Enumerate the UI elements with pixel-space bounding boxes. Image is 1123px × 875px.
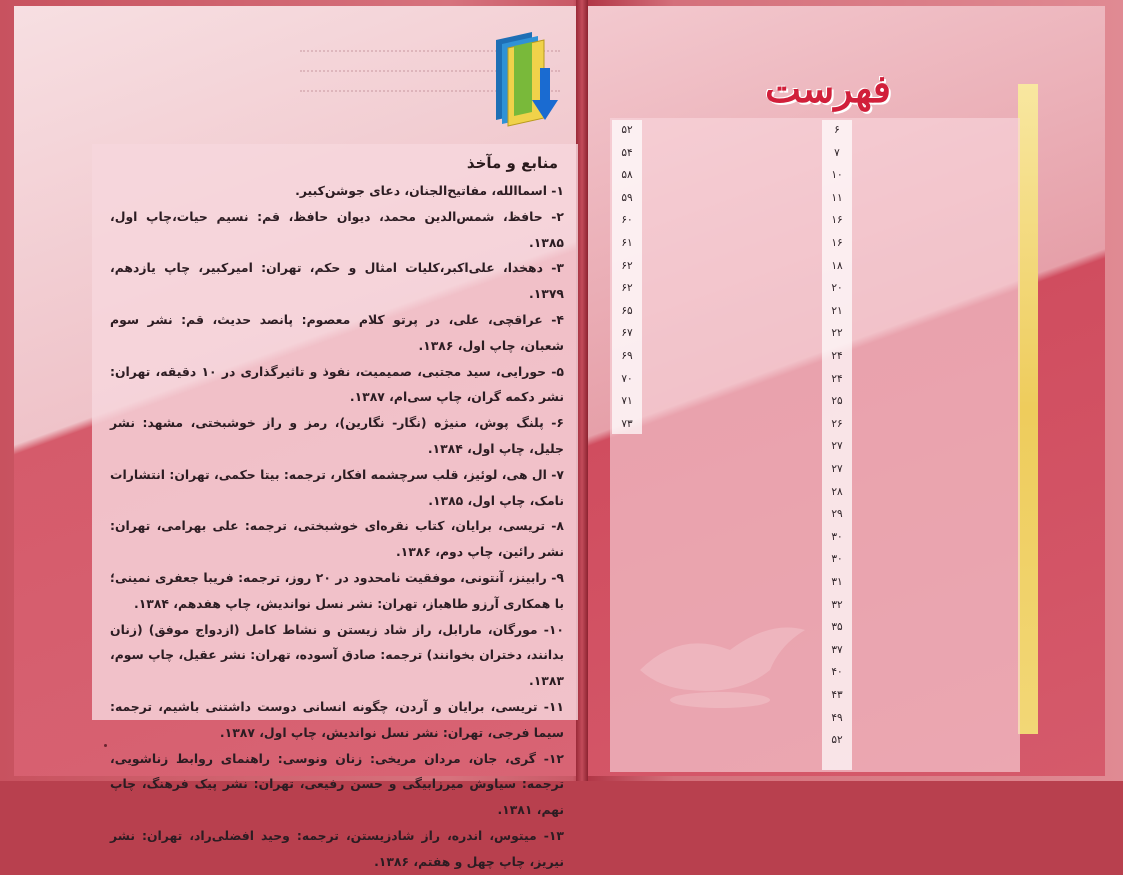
toc-entry-page: ۲۷ xyxy=(831,463,843,475)
toc-entry-page: ۷ xyxy=(834,146,840,159)
toc-entry-page: ۶۹ xyxy=(621,350,633,362)
source-entry: ۶- پلنگ پوش، منیژه (نگار- نگارین)، رمز و راز خوشبختی، مشهد: نشر جلیل، چاپ اول، ۱۳۸۴. xyxy=(110,415,564,456)
page-number-column-secondary xyxy=(612,120,642,434)
source-entry: ۵- حورایی، سید مجتبی، صمیمیت، نفوذ و تاثیرگذاری در ۱۰ دقیقه، تهران: نشر دکمه گران، چاپ سی‌ام، ۱۳۸۷. xyxy=(110,363,564,405)
toc-entry-page: ۴۳ xyxy=(831,689,843,701)
toc-entry-page: ۳۲ xyxy=(831,598,843,611)
toc-entry-page: ۲۹ xyxy=(831,508,843,521)
toc-entry-page: ۶۱ xyxy=(621,237,633,249)
toc-entry-page: ۲۸ xyxy=(831,485,843,498)
toc-entry-page: ۳۵ xyxy=(831,621,843,634)
toc-entry-page: ۲۲ xyxy=(831,327,843,340)
toc-entry-page: ۱۶ xyxy=(831,214,843,227)
source-entry: ۷- ال هی، لوئیز، قلب سرچشمه افکار، ترجمه: بیتا حکمی، تهران: انتشارات نامک، چاپ اول، ۱۳۸۵. xyxy=(110,466,564,508)
source-entry: ۱- اسماالله، مفاتیح‌الجنان، دعای جوشن‌کبیر. xyxy=(295,183,564,198)
sources-list xyxy=(110,178,564,875)
toc-entry-page: ۱۶ xyxy=(831,237,843,249)
toc-entry-page: ۲۱ xyxy=(831,304,843,317)
toc-entry-page: ۵۸ xyxy=(621,169,633,182)
sources-title: منابع و مآخذ xyxy=(466,154,558,172)
toc-entry-page: ۱۰ xyxy=(831,169,843,182)
page-mark xyxy=(104,744,107,747)
toc-entry-page: ۲۴ xyxy=(831,350,843,362)
toc-entry-page: ۷۳ xyxy=(621,417,633,430)
toc-entry-page: ۳۱ xyxy=(831,576,843,588)
toc-entry-page: ۶۲ xyxy=(621,282,633,295)
source-entry: ۳- دهخدا، علی‌اکبر،کلیات امثال و حکم، تهران: امیرکبیر، چاپ یازدهم، ۱۳۷۹. xyxy=(110,260,564,302)
toc-panel xyxy=(610,118,1020,772)
toc-entry-page: ۷۰ xyxy=(621,372,633,385)
source-entry: ۹- رابینز، آنتونی، موفقیت نامحدود در ۲۰ روز، ترجمه: فریبا جعفری نمینی؛ با همکاری آرزو طاهباز، تهران: نشر نسل نواندیش، چاپ هفدهم، ۱۳۸۴. xyxy=(110,569,564,611)
toc-entry-page: ۲۰ xyxy=(831,282,843,295)
source-entry: ۱۱- تریسی، برایان و آردن، چگونه انسانی دوست داشتنی باشیم، ترجمه: سیما فرجی، تهران: نشر نسل نواندیش، چاپ اول، ۱۳۸۷. xyxy=(110,698,564,740)
toc-entry-page: ۳۷ xyxy=(831,643,843,656)
toc-entry-page: ۷۱ xyxy=(621,395,633,408)
toc-entry-page: ۶۵ xyxy=(621,304,633,317)
source-entry: ۴- عراقچی، علی، در پرتو کلام معصوم: پانصد حدیث، قم: نشر سوم شعبان، چاپ اول، ۱۳۸۶. xyxy=(110,311,564,353)
toc-entry-page: ۲۶ xyxy=(831,417,843,430)
toc-entry-page: ۱۸ xyxy=(831,259,843,272)
source-entry: ۱۳- میتوس، اندره، راز شادزیستن، ترجمه: وحید افضلی‌راد، تهران: نشر نیریز، چاپ چهل و هفتم، ۱۳۸۶. xyxy=(110,827,564,869)
toc-entry-page: ۳۰ xyxy=(831,530,843,543)
source-entry: ۲- حافظ، شمس‌الدین محمد، دیوان حافظ، قم: نسیم حیات،چاپ اول، ۱۳۸۵. xyxy=(110,208,564,250)
toc-entry-page: ۳۰ xyxy=(831,553,843,566)
toc-title: فهرست xyxy=(765,66,891,111)
folder-download-icon xyxy=(492,28,568,128)
toc-entry-page: ۵۲ xyxy=(621,124,633,136)
toc-entry-page: ۴۰ xyxy=(831,666,843,679)
toc-entry-page: ۲۷ xyxy=(831,440,843,453)
toc-entry-page: ۶۰ xyxy=(621,214,633,227)
toc-entry-page: ۶ xyxy=(834,124,840,136)
toc-entry-page: ۶۲ xyxy=(621,259,633,272)
sources-section xyxy=(92,144,578,869)
toc-entry-page: ۲۴ xyxy=(831,372,843,385)
source-entry: ۱۲- گری، جان، مردان مریخی: زنان ونوسی: راهنمای روابط زناشویی، ترجمه: سیاوش میرزابیگی و حسن رفیعی، تهران: نشر پیک فرهنگ، چاپ نهم، ۱۳۸۱. xyxy=(110,750,564,818)
toc-entry-page: ۶۷ xyxy=(621,327,633,340)
toc-entry-page: ۵۲ xyxy=(831,734,843,747)
source-entry: ۱۰- مورگان، مارابل، راز شاد زیستن و نشاط کامل (ازدواج موفق) (زنان بدانند، دختران بخوانند) ترجمه: صادق آسوده، تهران: نشر عقیل، چاپ سوم، ۱۳۸۳. xyxy=(110,621,564,689)
decorative-yellow-bar xyxy=(1018,84,1038,734)
source-entry: ۸- تریسی، برایان، کتاب نقره‌ای خوشبختی، ترجمه: علی بهرامی، تهران: نشر رائین، چاپ دوم، ۱۳۸۶. xyxy=(110,518,564,560)
toc-entry-page: ۵۹ xyxy=(621,191,633,204)
toc-entry-page: ۴۹ xyxy=(831,711,843,724)
toc-entry-page: ۵۴ xyxy=(621,146,633,159)
toc-entry-page: ۱۱ xyxy=(831,191,843,204)
toc-entry-page: ۲۵ xyxy=(831,395,843,408)
